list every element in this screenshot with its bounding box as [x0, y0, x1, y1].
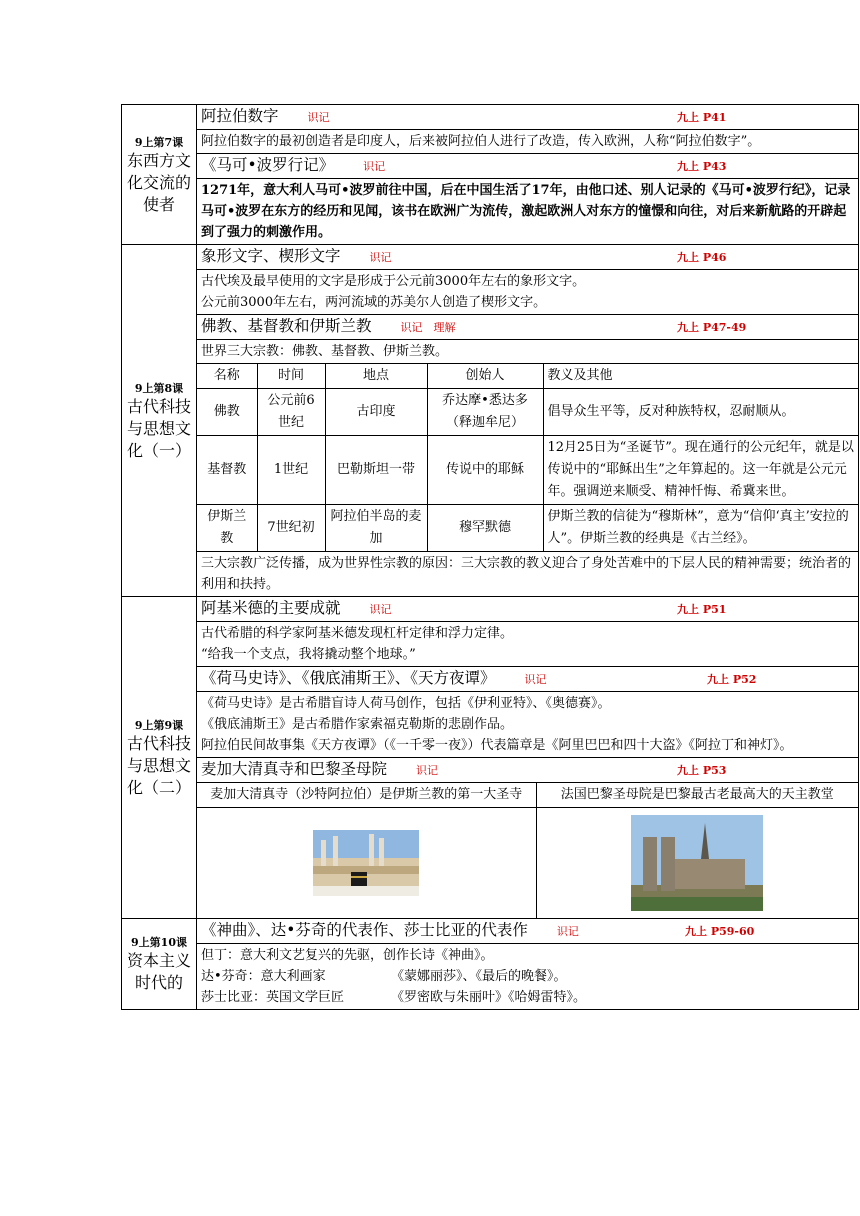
body-line [201, 987, 854, 1008]
mecca-photo-cell [197, 808, 536, 918]
body-line [201, 966, 854, 987]
topic-heading [197, 315, 859, 340]
body-line: 《俄底浦斯王》是古希腊作家索福克勒斯的悲剧作品。 [201, 717, 514, 732]
page-ref: 九上 P59-60 [685, 925, 755, 938]
topic-heading [197, 154, 859, 179]
keyword-tag: 识记 理解 [400, 321, 456, 334]
main-table [121, 104, 859, 1010]
page-ref: 九上 P51 [677, 603, 727, 616]
topic-heading [197, 597, 859, 622]
mecca-caption: 麦加大清真寺（沙特阿拉伯）是伊斯兰教的第一大圣寺 [197, 783, 536, 807]
topic-heading [197, 245, 859, 270]
keyword-tag: 识记 [524, 673, 547, 686]
person-label: 达•芬奇：意大利画家 [201, 969, 326, 984]
lesson-title: 古代科技与思想文化（一） [126, 396, 191, 460]
religion-founder: 传说中的耶稣 [427, 436, 543, 505]
body-line: 但丁：意大利文艺复兴的先驱，创作长诗《神曲》。 [201, 948, 494, 963]
religion-name: 伊斯兰教 [197, 505, 257, 552]
mecca-mosque-photo [313, 830, 419, 896]
lesson-7-cell [122, 105, 197, 245]
heading-text: 麦加大清真寺和巴黎圣母院 [201, 760, 388, 778]
landmark-photos [197, 808, 859, 919]
topic-intro: 世界三大宗教：佛教、基督教、伊斯兰教。 [197, 340, 859, 364]
heading-text: 阿基米德的主要成就 [201, 599, 341, 617]
page-ref: 九上 P43 [677, 160, 727, 173]
lesson-title: 东西方文化交流的使者 [126, 150, 191, 214]
religion-doctrine: 倡导众生平等，反对种族特权，忍耐顺从。 [543, 389, 858, 436]
religion-table-cell [197, 364, 859, 552]
col-header: 地点 [325, 364, 427, 389]
lesson-9-cell [122, 597, 197, 919]
table-row [197, 389, 858, 436]
keyword-tag: 识记 [307, 111, 330, 124]
heading-text: 佛教、基督教和伊斯兰教 [201, 317, 372, 335]
religion-time: 1世纪 [257, 436, 325, 505]
keyword-tag: 识记 [363, 160, 386, 173]
paris-photo-cell [536, 808, 858, 918]
person-label: 莎士比亚：英国文学巨匠 [201, 990, 345, 1005]
lesson-code: 9上第8课 [134, 381, 184, 395]
landmark-captions [197, 783, 859, 808]
topic-body [197, 622, 859, 667]
religion-founder: 穆罕默德 [427, 505, 543, 552]
religion-time: 公元前6世纪 [257, 389, 325, 436]
topic-body [197, 944, 859, 1010]
lesson-code: 9上第7课 [134, 135, 184, 149]
body-line: “给我一个支点，我将撬动整个地球。” [201, 647, 416, 662]
topic-footer: 三大宗教广泛传播，成为世界性宗教的原因：三大宗教的教义迎合了身处苦难中的下层人民的精神需要；统治者的利用和扶持。 [197, 552, 859, 597]
body-line: 公元前3000年左右，两河流域的苏美尔人创造了楔形文字。 [201, 295, 547, 310]
heading-text: 阿拉伯数字 [201, 107, 279, 125]
study-sheet [121, 104, 858, 1010]
topic-body: 1271年，意大利人马可•波罗前往中国，后在中国生活了17年，由他口述、别人记录的《马可•波罗行纪》，记录马可•波罗在东方的经历和见闻，该书在欧洲广为流传，激起欧洲人对东方的憧憬和向往，对后来新航路的开辟起到了强力的刺激作用。 [197, 179, 859, 245]
religion-founder: 乔达摩•悉达多（释迦牟尼） [427, 389, 543, 436]
heading-text: 《马可•波罗行记》 [201, 156, 335, 174]
religion-name: 基督教 [197, 436, 257, 505]
notre-dame-photo [631, 815, 763, 911]
photo-table [197, 808, 858, 918]
body-line: 古代希腊的科学家阿基米德发现杠杆定律和浮力定律。 [201, 626, 514, 641]
page-ref: 九上 P46 [677, 251, 727, 264]
topic-body [197, 270, 859, 315]
religion-place: 古印度 [325, 389, 427, 436]
page-ref: 九上 P47-49 [677, 321, 747, 334]
lesson-code: 9上第9课 [134, 718, 184, 732]
keyword-tag: 识记 [556, 925, 579, 938]
paris-caption: 法国巴黎圣母院是巴黎最古老最高大的天主教堂 [536, 783, 858, 807]
lesson-code: 9上第10课 [131, 936, 187, 949]
religion-time: 7世纪初 [257, 505, 325, 552]
lesson-10-cell [122, 919, 197, 1010]
keyword-tag: 识记 [369, 603, 392, 616]
religion-table [197, 364, 858, 551]
topic-heading [197, 919, 859, 944]
page-ref: 九上 P41 [677, 111, 727, 124]
topic-heading [197, 667, 859, 692]
table-row [197, 505, 858, 552]
heading-text: 《荷马史诗》、《俄底浦斯王》、《天方夜谭》 [201, 669, 496, 687]
lesson-title: 古代科技与思想文化（二） [126, 733, 191, 797]
heading-text: 《神曲》、达•芬奇的代表作、莎士比亚的代表作 [201, 921, 528, 939]
col-header: 创始人 [427, 364, 543, 389]
works-label: 《蒙娜丽莎》、《最后的晚餐》。 [391, 969, 567, 984]
table-row [197, 436, 858, 505]
body-line: 《荷马史诗》是古希腊盲诗人荷马创作，包括《伊利亚特》、《奥德赛》。 [201, 696, 611, 711]
lesson-8-cell [122, 245, 197, 597]
religion-name: 佛教 [197, 389, 257, 436]
keyword-tag: 识记 [415, 764, 438, 777]
heading-text: 象形文字、楔形文字 [201, 247, 341, 265]
topic-body [197, 692, 859, 758]
page-ref: 九上 P52 [707, 673, 757, 686]
col-header: 教义及其他 [543, 364, 858, 389]
religion-doctrine: 伊斯兰教的信徒为“穆斯林”，意为“信仰‘真主’安拉的人”。伊斯兰教的经典是《古兰经》。 [543, 505, 858, 552]
col-header: 时间 [257, 364, 325, 389]
topic-heading [197, 758, 859, 783]
body-line: 古代埃及最早使用的文字是形成于公元前3000年左右的象形文字。 [201, 274, 586, 289]
landmark-table [197, 783, 858, 807]
lesson-title: 资本主义时代的 [126, 951, 191, 992]
topic-heading [197, 105, 859, 130]
works-label: 《罗密欧与朱丽叶》《哈姆雷特》。 [391, 990, 587, 1005]
page-ref: 九上 P53 [677, 764, 727, 777]
religion-place: 巴勒斯坦一带 [325, 436, 427, 505]
topic-body: 阿拉伯数字的最初创造者是印度人，后来被阿拉伯人进行了改造，传入欧洲，人称“阿拉伯数字”。 [197, 130, 859, 154]
religion-doctrine: 12月25日为“圣诞节”。现在通行的公元纪年，就是以传说中的“耶稣出生”之年算起的。这一年就是公元元年。强调逆来顺受、精神忏悔、希冀来世。 [543, 436, 858, 505]
keyword-tag: 识记 [369, 251, 392, 264]
col-header: 名称 [197, 364, 257, 389]
body-line: 阿拉伯民间故事集《天方夜谭》（《一千零一夜》）代表篇章是《阿里巴巴和四十大盗》《阿拉丁和神灯》。 [201, 738, 793, 753]
table-header-row [197, 364, 858, 389]
religion-place: 阿拉伯半岛的麦加 [325, 505, 427, 552]
